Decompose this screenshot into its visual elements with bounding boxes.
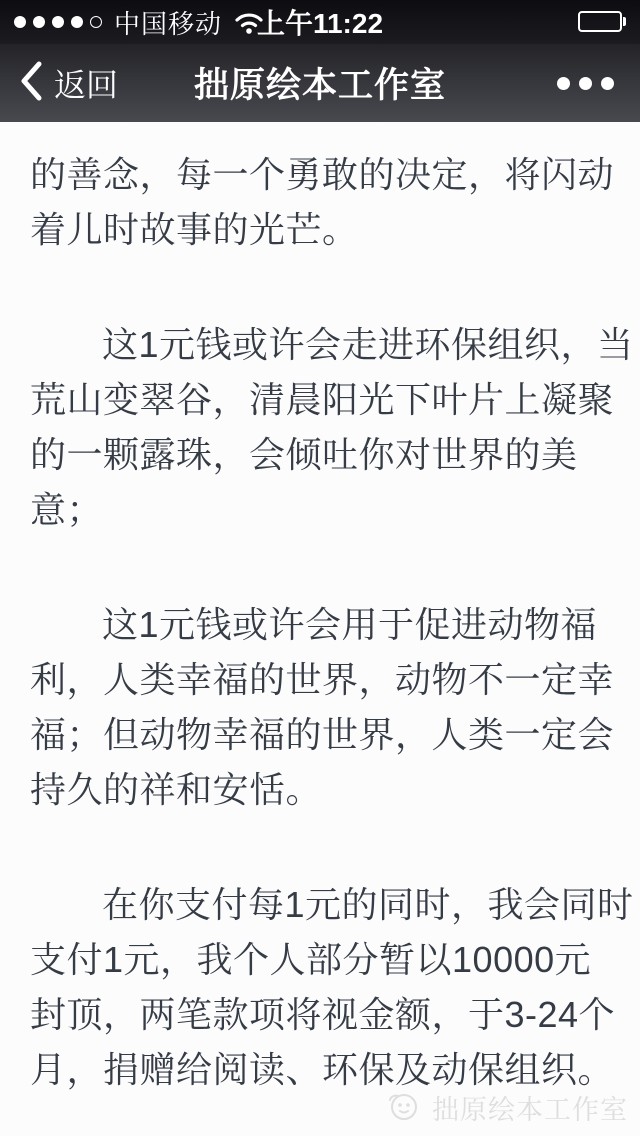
paragraph-line: 福；但动物幸福的世界，人类一定会 — [30, 714, 615, 755]
paragraph — [30, 597, 615, 817]
paragraph-line: 封顶，两笔款项将视金额，于3-24个 — [30, 994, 616, 1035]
paragraph — [30, 147, 615, 257]
page-title: 拙原绘本工作室 — [193, 66, 446, 105]
paragraph-line: 在你支付每1元的同时，我会同时 — [102, 884, 634, 925]
watermark-label: 拙原绘本工作室 — [432, 1095, 628, 1125]
watermark — [384, 1088, 628, 1127]
paragraph-line: 的一颗露珠，会倾吐你对世界的美 — [30, 434, 578, 475]
carrier-label: 中国移动 — [114, 8, 223, 39]
studio-logo-icon — [384, 1088, 424, 1127]
paragraph-line: 月，捐赠给阅读、环保及动保组织。 — [30, 1049, 615, 1090]
paragraph — [30, 877, 634, 1097]
paragraph-line: 荒山变翠谷，清晨阳光下叶片上凝聚 — [30, 379, 615, 420]
back-button-label: 返回 — [54, 67, 119, 103]
paragraph-line: 着儿时故事的光芒。 — [30, 209, 359, 250]
paragraph-line: 的善念，每一个勇敢的决定，将闪动 — [30, 154, 615, 195]
article-body — [0, 122, 640, 1136]
paragraph-line: 持久的祥和安恬。 — [30, 769, 323, 810]
nav-bar — [0, 44, 640, 122]
back-button[interactable] — [18, 59, 118, 108]
status-bar — [0, 0, 640, 44]
paragraph-line: 意； — [30, 489, 104, 530]
paragraph-line: 利，人类幸福的世界，动物不一定幸 — [30, 659, 615, 700]
back-chevron-icon — [18, 59, 44, 108]
battery-icon — [578, 11, 626, 32]
paragraph-line: 这1元钱或许会用于促进动物福 — [102, 604, 598, 645]
paragraph-line: 支付1元，我个人部分暂以10000元 — [30, 939, 592, 980]
more-menu-button[interactable] — [553, 44, 618, 122]
paragraph-line: 这1元钱或许会走进环保组织，当 — [102, 324, 634, 365]
paragraph — [30, 317, 634, 537]
status-bar-time: 上午11:22 — [256, 8, 384, 39]
ellipsis-icon — [557, 77, 570, 90]
